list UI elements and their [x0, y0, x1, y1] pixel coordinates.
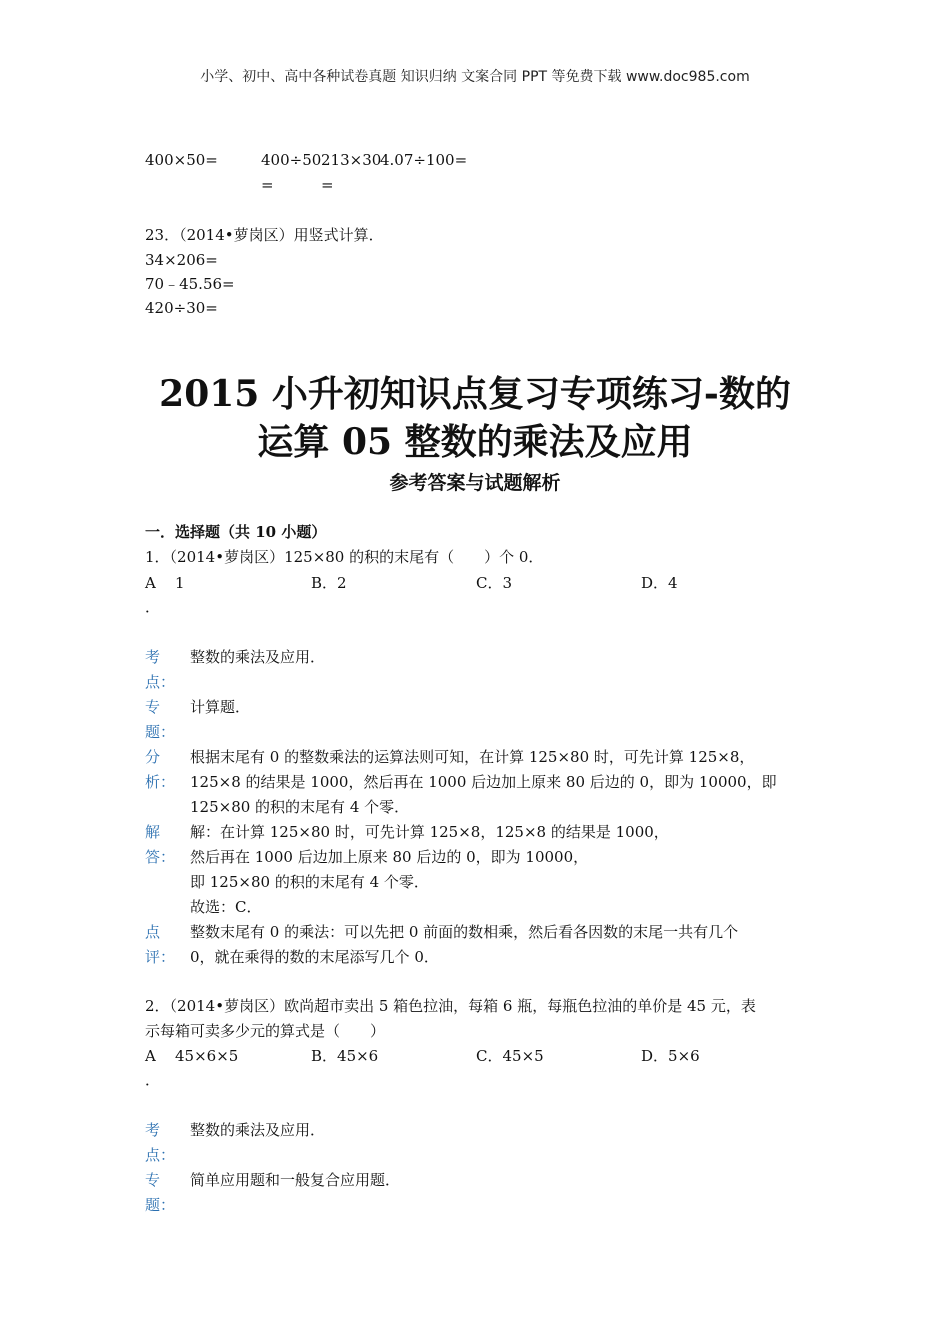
calc-item: 400÷50 [261, 151, 322, 169]
label-zhuanti: 专 [145, 1171, 161, 1189]
section-heading: 一．选择题（共 10 小题） [145, 523, 327, 541]
question-2-stem: 2．（2014•萝岗区）欧尚超市卖出 5 箱色拉油，每箱 6 瓶，每瓶色拉油的单价是 45 元，表 [145, 997, 756, 1015]
option-a-dot: ． [145, 1071, 161, 1089]
label-kaodian: 考 [145, 1121, 161, 1139]
label-zhuanti: 题： [145, 723, 176, 741]
fenxi-text: 根据末尾有 0 的整数乘法的运算法则可知，在计算 125×80 时，可先计算 125×8， [190, 748, 755, 766]
fenxi-text: 125×8 的结果是 1000，然后再在 1000 后边加上原来 80 后边的 0，即为 10000，即 [190, 773, 777, 791]
calc-item: 4.07÷100= [380, 151, 468, 169]
option-c: C．45×5 [476, 1047, 544, 1065]
page-header: 小学、初中、高中各种试卷真题 知识归纳 文案合同 PPT 等免费下载 www.doc985.com [200, 69, 750, 85]
zhuanti-text: 简单应用题和一般复合应用题． [190, 1171, 401, 1189]
calc-item: 213×30 [321, 151, 382, 169]
question-1-stem: 1．（2014•萝岗区）125×80 的积的末尾有（ ）个 0． [145, 548, 544, 566]
calc-line: 34×206= [145, 251, 218, 269]
dianping-text: 0，就在乘得的数的末尾添写几个 0． [190, 948, 439, 966]
label-dianping: 点 [145, 923, 161, 941]
label-fenxi: 析： [145, 773, 176, 791]
calc-equals: = [261, 176, 274, 194]
jieda-answer: 故选：C． [190, 898, 262, 916]
label-kaodian: 点： [145, 1146, 176, 1164]
jieda-text: 解：在计算 125×80 时，可先计算 125×8，125×8 的结果是 1000， [190, 823, 669, 841]
label-fenxi: 分 [145, 748, 161, 766]
question-23: 23．（2014•萝岗区）用竖式计算． [145, 226, 384, 244]
label-kaodian: 点： [145, 673, 176, 691]
dianping-text: 整数末尾有 0 的乘法：可以先把 0 前面的数相乘，然后看各因数的末尾一共有几个 [190, 923, 739, 941]
option-d: D．4 [641, 574, 678, 592]
label-jieda: 答： [145, 848, 176, 866]
label-zhuanti: 专 [145, 698, 161, 716]
fenxi-text: 125×80 的积的末尾有 4 个零． [190, 798, 410, 816]
option-c: C．3 [476, 574, 513, 592]
label-kaodian: 考 [145, 648, 161, 666]
option-a-value: 45×6×5 [175, 1047, 239, 1065]
option-b: B．2 [311, 574, 347, 592]
label-zhuanti: 题： [145, 1196, 176, 1214]
calc-line: 70﹣45.56= [145, 275, 235, 293]
option-b: B．45×6 [311, 1047, 379, 1065]
option-a-value: 1 [175, 574, 185, 592]
option-d: D．5×6 [641, 1047, 700, 1065]
zhuanti-text: 计算题． [190, 698, 251, 716]
question-2-stem: 示每箱可卖多少元的算式是（ ） [145, 1022, 386, 1040]
calc-equals: = [321, 176, 334, 194]
jieda-text: 即 125×80 的积的末尾有 4 个零． [190, 873, 429, 891]
calc-item: 400×50= [145, 151, 218, 169]
jieda-text: 然后再在 1000 后边加上原来 80 后边的 0，即为 10000， [190, 848, 589, 866]
calc-line: 420÷30= [145, 299, 218, 317]
kaodian-text: 整数的乘法及应用． [190, 1121, 326, 1139]
label-jieda: 解 [145, 823, 161, 841]
option-a-dot: ． [145, 598, 161, 616]
option-a-label: A [145, 1047, 156, 1065]
page-title: 2015 小升初知识点复习专项练习-数的 [159, 373, 791, 415]
label-dianping: 评： [145, 948, 176, 966]
page-title-line2: 运算 05 整数的乘法及应用 [257, 421, 693, 463]
page-subtitle: 参考答案与试题解析 [389, 472, 561, 494]
option-a-label: A [145, 574, 156, 592]
kaodian-text: 整数的乘法及应用． [190, 648, 326, 666]
